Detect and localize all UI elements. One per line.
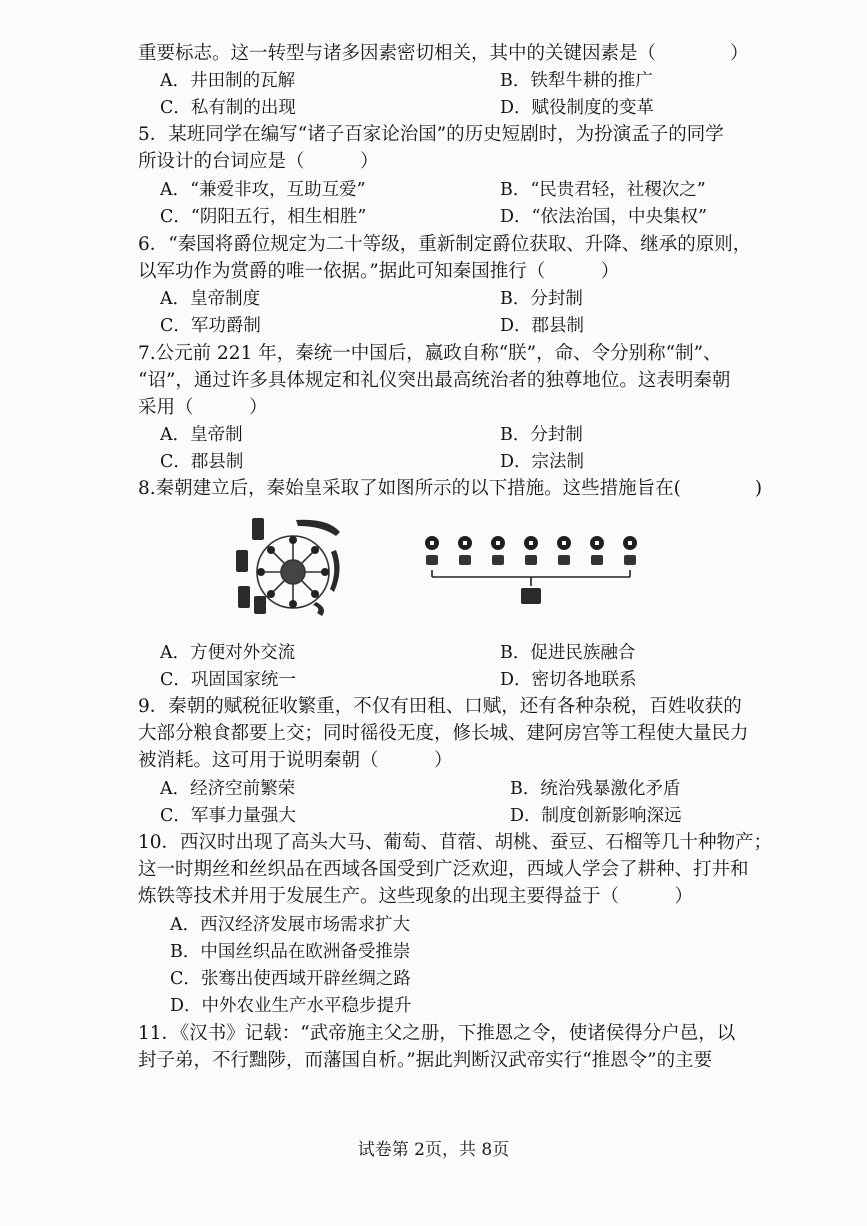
q10-option-d: D．中外农业生产水平稳步提升 — [170, 996, 412, 1016]
script-unification-figure — [218, 510, 368, 620]
q9-stem-line-3: 被消耗。这可用于说明秦朝（ ） — [138, 750, 453, 771]
q11-stem-line-2: 封子弟，不行黜陟，而藩国自析。”据此判断汉武帝实行“推恩令”的主要 — [138, 1050, 713, 1071]
q6-option-c: C．军功爵制 — [160, 316, 261, 336]
center-seal — [281, 560, 305, 584]
q10-option-a: A．西汉经济发展市场需求扩大 — [170, 915, 411, 935]
q6-option-d: D．郡县制 — [500, 316, 585, 336]
q7-option-c: C．郡县制 — [160, 452, 244, 472]
q9-option-d: D．制度创新影响深远 — [510, 806, 682, 826]
q9-option-a: A．经济空前繁荣 — [160, 779, 296, 799]
q11-stem-line-1: 11．《汉书》记载：“武帝施主父之册，下推恩之令，使诸侯得分户邑，以 — [138, 1023, 736, 1044]
q5-option-c: C．“阴阳五行，相生相胜” — [160, 207, 367, 227]
q10-option-b: B．中国丝织品在欧洲备受推崇 — [170, 942, 411, 962]
q4-stem-line: 重要标志。这一转型与诸多因素密切相关，其中的关键因素是（ ） — [138, 43, 749, 64]
q4-option-a: A．井田制的瓦解 — [160, 71, 296, 91]
q7-option-d: D．宗法制 — [500, 452, 585, 472]
q9-stem-line-1: 9．秦朝的赋税征收繁重，不仅有田租、口赋，还有各种杂税，百姓收获的 — [138, 696, 742, 717]
q7-option-a: A．皇帝制 — [160, 425, 243, 445]
q10-stem-line-3: 炼铁等技术并用于发展生产。这些现象的出现主要得益于（ ） — [138, 886, 694, 907]
q7-option-b: B．分封制 — [500, 425, 583, 445]
q10-stem-line-2: 这一时期丝和丝织品在西域各国受到广泛欢迎，西域人学会了耕种、打井和 — [138, 859, 749, 880]
q8-option-b: B．促进民族融合 — [500, 643, 636, 663]
page-footer: 试卷第 2页，共 8页 — [357, 1140, 510, 1160]
q7-stem-line-1: 7.公元前 221 年，秦统一中国后，嬴政自称“朕”，命、令分别称“制”、 — [138, 343, 722, 364]
q5-option-d: D．“依法治国，中央集权” — [500, 207, 707, 227]
q6-option-a: A．皇帝制度 — [160, 289, 261, 309]
q6-stem-line-2: 以军功作为赏爵的唯一依据。”据此可知秦国推行（ ） — [138, 261, 620, 282]
q10-option-c: C．张骞出使西域开辟丝绸之路 — [170, 969, 411, 989]
currency-unification-figure — [420, 530, 645, 615]
unified-coin-mark — [521, 588, 541, 604]
q8-option-d: D．密切各地联系 — [500, 670, 637, 690]
q9-option-b: B．统治残暴激化矛盾 — [510, 779, 681, 799]
q5-stem-line-2: 所设计的台词应是（ ） — [138, 151, 379, 172]
q9-stem-line-2: 大部分粮食都要上交；同时徭役无度，修长城、建阿房宫等工程使大量民力 — [138, 723, 749, 744]
q4-option-d: D．赋役制度的变革 — [500, 98, 655, 118]
q7-stem-line-3: 采用（ ） — [138, 397, 268, 418]
q10-stem-line-1: 10．西汉时出现了高头大马、葡萄、苜蓿、胡桃、蚕豆、石榴等几十种物产； — [138, 832, 773, 853]
q9-option-c: C．军事力量强大 — [160, 806, 296, 826]
q6-option-b: B．分封制 — [500, 289, 583, 309]
q7-stem-line-2: “诏”，通过许多具体规定和礼仪突出最高统治者的独尊地位。这表明秦朝 — [138, 370, 731, 391]
q8-option-a: A．方便对外交流 — [160, 643, 296, 663]
q5-stem-line-1: 5．某班同学在编写“诸子百家论治国”的历史短剧时，为扮演孟子的同学 — [138, 124, 724, 145]
q8-stem-line: 8.秦朝建立后，秦始皇采取了如图所示的以下措施。这些措施旨在( ) — [138, 478, 763, 499]
q4-option-b: B．铁犁牛耕的推广 — [500, 71, 653, 91]
q6-stem-line-1: 6．“秦国将爵位规定为二十等级，重新制定爵位获取、升降、继承的原则， — [138, 234, 752, 255]
q8-option-c: C．巩固国家统一 — [160, 670, 296, 690]
q5-option-b: B．“民贵君轻，社稷次之” — [500, 180, 706, 200]
q5-option-a: A．“兼爱非攻，互助互爱” — [160, 180, 366, 200]
q4-option-c: C．私有制的出现 — [160, 98, 296, 118]
